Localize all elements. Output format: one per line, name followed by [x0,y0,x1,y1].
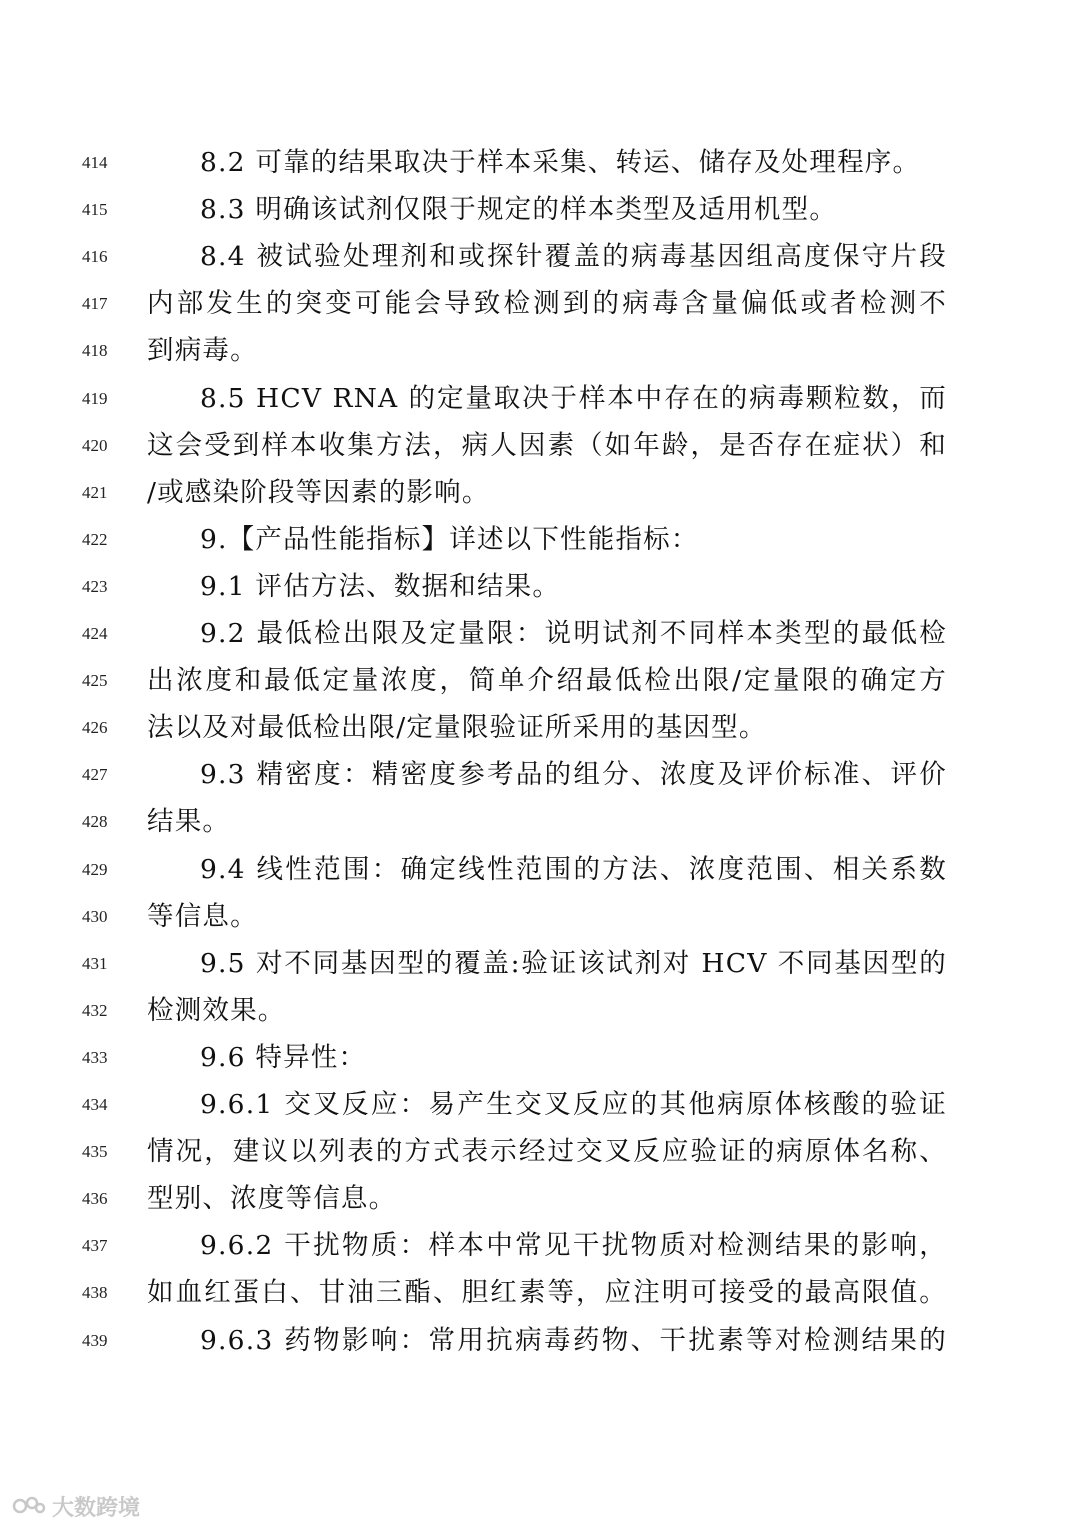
line-text: 内部发生的突变可能会导致检测到的病毒含量偏低或者检测不 [147,288,947,320]
line-number: 435 [82,1142,108,1162]
document-line [0,1321,1080,1368]
line-text: 9.5 对不同基因型的覆盖:验证该试剂对 HCV 不同基因型的 [200,947,947,979]
document-line [0,331,1080,378]
document-line [0,1085,1080,1132]
document-line [0,614,1080,661]
line-text: 型别、浓度等信息。 [147,1183,397,1215]
line-text: 9.6 特异性： [200,1041,367,1073]
document-line [0,991,1080,1038]
line-text: 出浓度和最低定量浓度，简单介绍最低检出限/定量限的确定方 [147,665,947,697]
document-line [0,284,1080,331]
line-number: 417 [82,294,108,314]
line-text: 8.2 可靠的结果取决于样本采集、转运、储存及处理程序。 [200,147,921,178]
document-line [0,802,1080,849]
watermark-text: 大数跨境 [52,1495,141,1521]
line-text: 这会受到样本收集方法，病人因素（如年龄，是否存在症状）和 [147,429,947,461]
line-text: 8.3 明确该试剂仅限于规定的样本类型及适用机型。 [200,194,838,226]
line-text: 9.2 最低检出限及定量限：说明试剂不同样本类型的最低检 [200,618,947,649]
document-line [0,190,1080,237]
line-text: 情况，建议以列表的方式表示经过交叉反应验证的病原体名称、 [147,1136,947,1168]
document-line [0,708,1080,755]
document-line [0,897,1080,944]
document-line [0,520,1080,567]
line-number: 419 [82,388,108,408]
document-line [0,473,1080,520]
line-text: 8.5 HCV RNA 的定量取决于样本中存在的病毒颗粒数，而 [200,382,947,414]
line-text: 9.6.1 交叉反应：易产生交叉反应的其他病原体核酸的验证 [200,1089,947,1120]
line-number: 420 [82,435,108,455]
line-text: 到病毒。 [147,335,258,367]
document-line [0,426,1080,473]
line-text: /或感染阶段等因素的影响。 [147,476,490,508]
line-text: 检测效果。 [147,994,286,1026]
document-line [0,944,1080,991]
line-text: 等信息。 [147,900,258,932]
line-number: 415 [82,200,108,220]
line-text: 结果。 [147,806,231,838]
line-number: 431 [82,953,108,973]
line-number: 421 [82,482,108,502]
line-text: 9.6.3 药物影响：常用抗病毒药物、干扰素等对检测结果的 [200,1324,947,1356]
watermark [12,1490,140,1522]
line-text: 9.1 评估方法、数据和结果。 [200,570,561,602]
document-line [0,1038,1080,1085]
line-number: 439 [82,1330,108,1350]
line-number: 438 [82,1283,108,1303]
line-number: 429 [82,859,108,879]
line-number: 427 [82,765,108,785]
line-number: 418 [82,341,108,361]
document-line [0,1273,1080,1320]
line-number: 426 [82,718,108,738]
line-number: 432 [82,1000,108,1020]
document-line [0,567,1080,614]
document-line [0,850,1080,897]
document-line [0,1179,1080,1226]
line-text: 8.4 被试验处理剂和或探针覆盖的病毒基因组高度保守片段 [200,241,947,273]
watermark-logo-icon [12,1493,46,1519]
line-number: 430 [82,906,108,926]
line-text: 9.4 线性范围：确定线性范围的方法、浓度范围、相关系数 [200,853,947,885]
line-number: 423 [82,576,108,596]
line-number: 433 [82,1047,108,1067]
line-text: 9.6.2 干扰物质：样本中常见干扰物质对检测结果的影响， [200,1230,947,1262]
document-line [0,661,1080,708]
line-text: 如血红蛋白、甘油三酯、胆红素等，应注明可接受的最高限值。 [147,1277,947,1309]
line-number: 434 [82,1095,108,1114]
line-number: 425 [82,671,108,691]
line-number: 436 [82,1189,108,1209]
line-text: 9.【产品性能指标】详述以下性能指标： [200,523,699,555]
line-number: 416 [82,247,108,267]
line-text: 9.3 精密度：精密度参考品的组分、浓度及评价标准、评价 [200,759,947,791]
line-number: 424 [82,624,108,643]
line-number: 422 [82,529,108,549]
document-line [0,1132,1080,1179]
line-number: 414 [82,153,108,172]
document-line [0,1226,1080,1273]
document-line [0,379,1080,426]
document-line [0,237,1080,284]
document-line [0,755,1080,802]
document-line [0,143,1080,190]
line-text: 法以及对最低检出限/定量限验证所采用的基因型。 [147,712,767,744]
line-number: 428 [82,812,108,832]
line-number: 437 [82,1236,108,1256]
